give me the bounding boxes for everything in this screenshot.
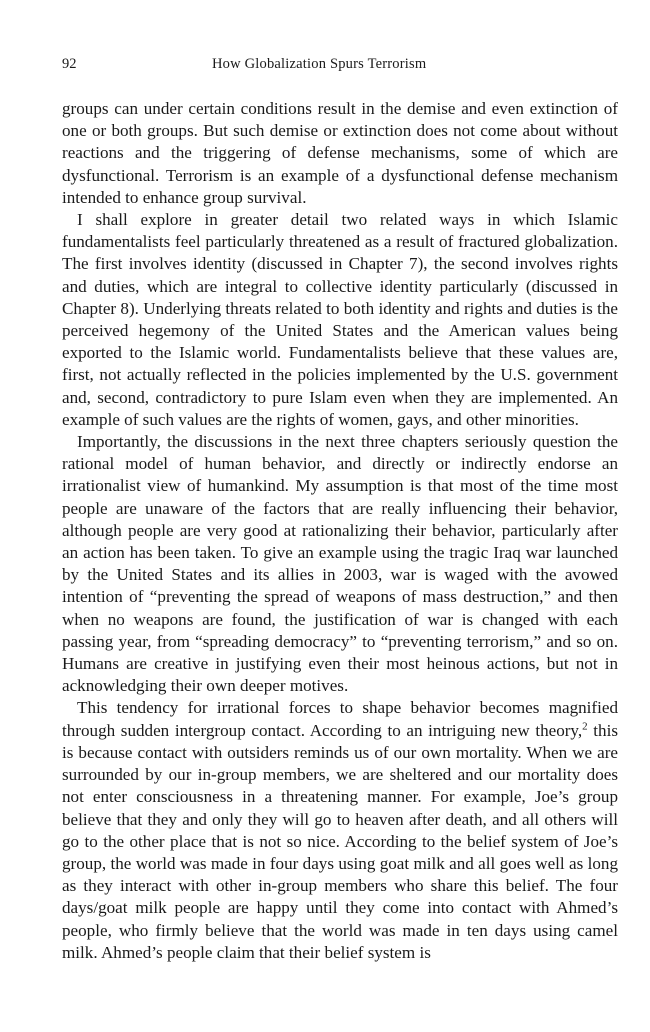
paragraph-identity-rights: I shall explore in greater detail two related ways in which Islamic fundamentalists feel particularly threatened as a result of fractured globalization. The first involves identity (discussed in Chapter 7), the second involves rights and duties, which are integral to collective identity particularly (discussed in Chapter 8). Underlying threats related to both identity and rights and duties is the perceived hegemony of the United States and the American values being exported to the Islamic world. Fundamentalists believe that these values are, first, not actually reflected in the policies implemented by the U.S. government and, second, contradictory to pure Islam even when they are implemented. An example of such values are the rights of women, gays, and other minorities. bbox=[62, 210, 618, 429]
book-page bbox=[62, 54, 618, 964]
running-title: How Globalization Spurs Terrorism bbox=[212, 56, 427, 72]
paragraph-text-after-note: this is because contact with outsiders reminds us of our own mortality. When we are surrounded by our in-group members, we are sheltered and our mortality does not enter consciousness in a threatening manner. For example, Joe’s group believe that they and only they will go to heaven after death, and all others will go to the other place that is not so nice. According to the belief system of Joe’s group, the world was made in four days using goat milk and all goes well as long as they interact with other in-group members who share this belief. The four days/goat milk people are happy until they come into contact with Ahmed’s people, who firmly believe that the world was made in ten days using camel milk. Ahmed’s people claim that their belief system is bbox=[62, 720, 618, 962]
running-head bbox=[62, 54, 618, 78]
page-number: 92 bbox=[62, 56, 77, 72]
paragraph-continued: groups can under certain conditions result in the demise and even extinction of one or both groups. But such demise or extinction does not come about without reactions and the triggering of defense mechanisms, some of which are dysfunctional. Terrorism is an example of a dysfunctional defense mechanism intended to enhance group survival. bbox=[62, 99, 618, 207]
paragraph-text-before-note: This tendency for irrational forces to shape behavior becomes magnified through sudden intergroup contact. According to an intriguing new theory, bbox=[62, 698, 618, 740]
footnote-reference[interactable]: 2 bbox=[582, 720, 588, 732]
paragraph-intergroup-contact bbox=[62, 697, 618, 963]
paragraph-irrationalist-view: Importantly, the discussions in the next three chapters seriously question the rational model of human behavior, and directly or indirectly endorse an irrationalist view of humankind. My assumption is that most of the time most people are unaware of the factors that are really influencing their behavior, although people are very good at rationalizing their behavior, particularly after an action has been taken. To give an example using the tragic Iraq war launched by the United States and its allies in 2003, war is waged with the avowed intention of “preventing the spread of weapons of mass destruction,” and then when no weapons are found, the justification of war is changed with each passing year, from “spreading democracy” to “preventing terrorism,” and so on. Humans are creative in justifying even their most heinous actions, but not in acknowledging their own deeper motives. bbox=[62, 432, 618, 696]
body-text bbox=[62, 98, 618, 964]
